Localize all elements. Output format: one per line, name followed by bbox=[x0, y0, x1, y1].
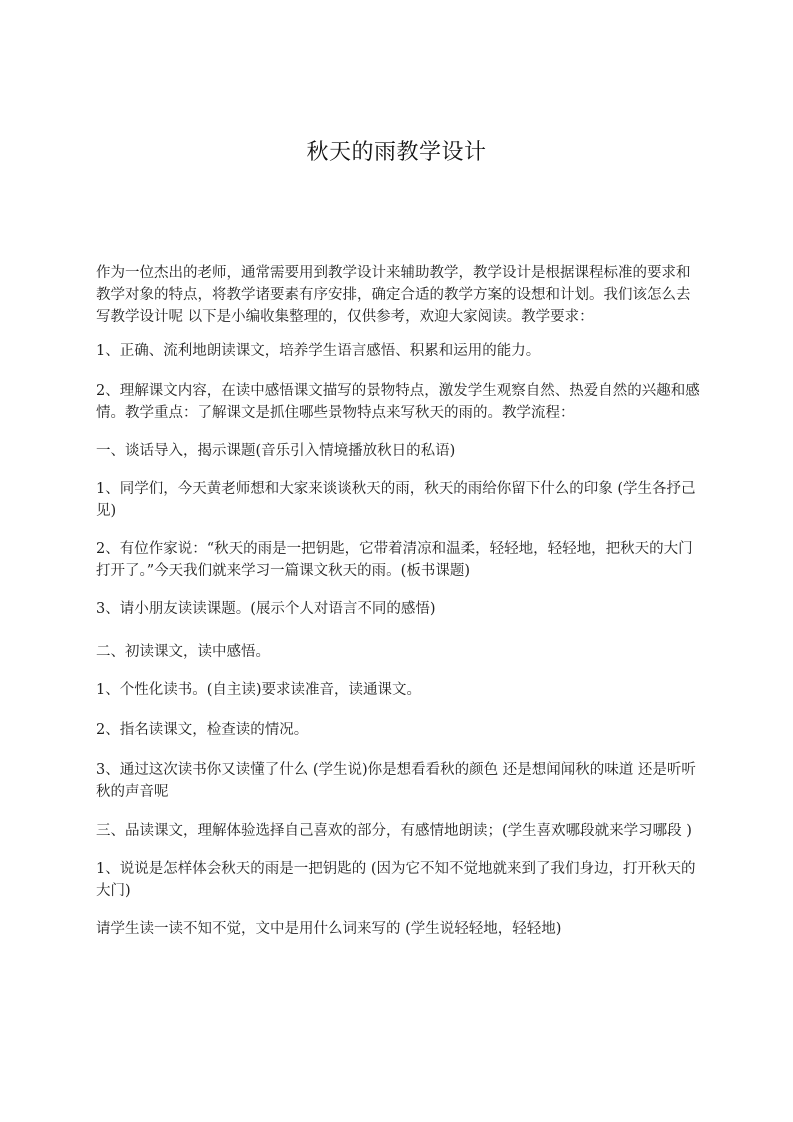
section-1-item-1: 1、同学们，今天黄老师想和大家来谈谈秋天的雨，秋天的雨给你留下什么的印象 (学生各抒己见) bbox=[96, 481, 696, 519]
document-body bbox=[96, 262, 700, 955]
section-2-item-2: 2、指名读课文，检查读的情况。 bbox=[96, 722, 309, 738]
section-1-heading: 一、谈话导入，揭示课题(音乐引入情境播放秋日的私语) bbox=[96, 443, 456, 459]
requirement-1: 1、正确、流利地朗读课文，培养学生语言感悟、积累和运用的能力。 bbox=[96, 343, 541, 359]
requirement-2: 2、理解课文内容，在读中感悟课文描写的景物特点，激发学生观察自然、热爱自然的兴趣和感情。教学重点：了解课文是抓住哪些景物特点来写秋天的雨的。教学流程： bbox=[96, 383, 700, 421]
section-1-item-2: 2、有位作家说：“秋天的雨是一把钥匙，它带着清凉和温柔，轻轻地，轻轻地，把秋天的大门打开了。”今天我们就来学习一篇课文秋天的雨。(板书课题) bbox=[96, 541, 693, 579]
document-title: 秋天的雨教学设计 bbox=[306, 140, 487, 165]
section-3-note: 请学生读一读不知不觉，文中是用什么词来写的 (学生说轻轻地，轻轻地) bbox=[96, 921, 562, 937]
section-2-item-3: 3、通过这次读书你又读懂了什么 (学生说)你是想看看秋的颜色 还是想闻闻秋的味道 还是听听秋的声音呢 bbox=[96, 762, 696, 800]
section-1-item-3: 3、请小朋友读读课题。(展示个人对语言不同的感悟) bbox=[96, 601, 436, 617]
intro-paragraph: 作为一位杰出的老师，通常需要用到教学设计来辅助教学，教学设计是根据课程标准的要求和教学对象的特点，将教学诸要素有序安排，确定合适的教学方案的设想和计划。我们该怎么去写教学设计呢 以下是小编收集整理的，仅供参考，欢迎大家阅读。教学要求： bbox=[96, 265, 691, 325]
section-2-item-1: 1、个性化读书。(自主读)要求读准音，读通课文。 bbox=[96, 682, 422, 698]
section-3-item-1: 1、说说是怎样体会秋天的雨是一把钥匙的 (因为它不知不觉地就来到了我们身边，打开秋天的大门) bbox=[96, 861, 696, 899]
section-2-heading: 二、初读课文，读中感悟。 bbox=[96, 644, 270, 660]
section-3-heading: 三、品读课文，理解体验选择自己喜欢的部分，有感情地朗读；(学生喜欢哪段就来学习哪段 ) bbox=[96, 823, 692, 839]
